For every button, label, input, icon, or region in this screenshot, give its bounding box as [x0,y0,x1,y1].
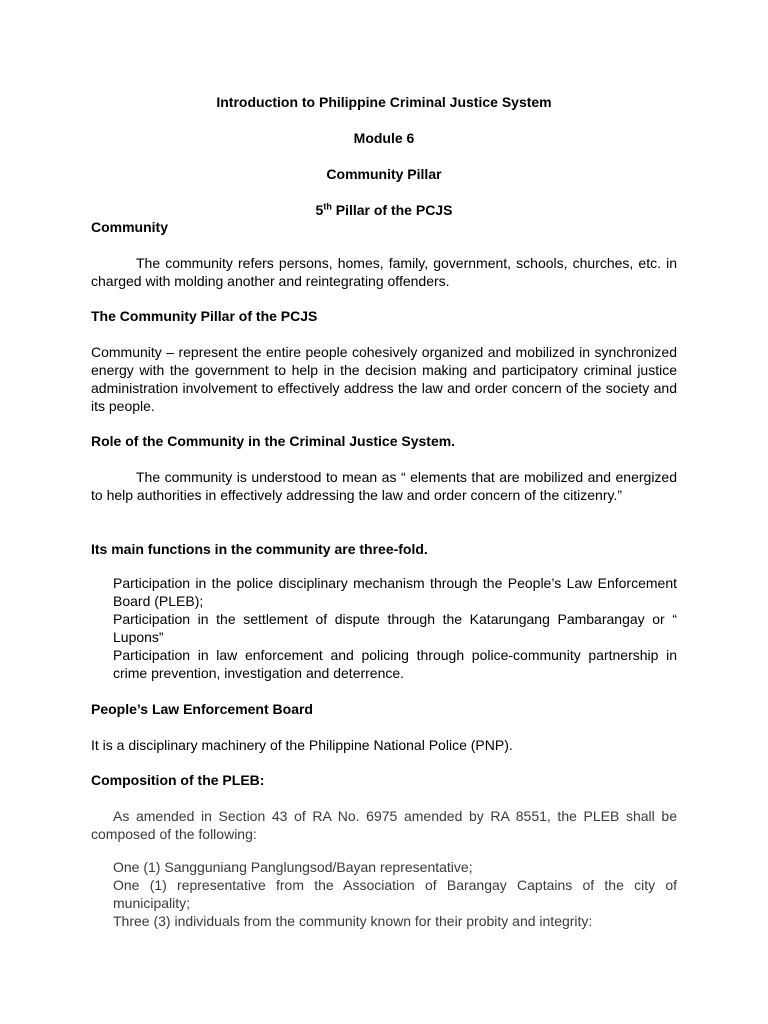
pleb-heading: People’s Law Enforcement Board [91,701,313,717]
pillar-number: 5 [315,202,324,218]
topic-title: Community Pillar [326,166,442,182]
list-item: Participation in law enforcement and policing through police-community partnership in crime prevention, investigation and deterrence. [113,647,677,681]
composition-list [113,858,677,930]
functions-heading: Its main functions in the community are three-fold. [91,541,428,557]
course-title: Introduction to Philippine Criminal Justice System [216,94,552,110]
role-heading: Role of the Community in the Criminal Justice System. [91,433,456,449]
community-body: The community refers persons, homes, family, government, schools, churches, etc. in charged with molding another and reintegrating offenders. [91,255,677,289]
module-title: Module 6 [353,130,415,146]
role-body: The community is understood to mean as “ elements that are mobilized and energized to help authorities in effectively addressing the law and order concern of the citizenry.” [91,469,677,503]
pillar-rest: Pillar of the PCJS [331,202,453,218]
list-item: Participation in the police disciplinary mechanism through the People’s Law Enforcement Board (PLEB); [113,575,677,609]
pleb-body: It is a disciplinary machinery of the Philippine National Police (PNP). [91,737,513,753]
list-item: Participation in the settlement of dispute through the Katarungang Pambarangay or “ Lupons” [113,611,677,645]
pillar-body: Community – represent the entire people cohesively organized and mobilized in synchronized energy with the government to help in the decision making and participatory criminal justice administration involvement to effectively address the law and order concern of the society and its people. [91,344,677,414]
list-item: One (1) Sangguniang Panglungsod/Bayan representative; [113,859,473,875]
pillar-suffix: th [323,201,332,212]
list-item: One (1) representative from the Association of Barangay Captains of the city of municipality; [113,877,677,911]
list-item: Three (3) individuals from the community known for their probity and integrity: [113,913,593,929]
pillar-heading: The Community Pillar of the PCJS [91,308,318,324]
functions-list [113,574,677,682]
composition-heading: Composition of the PLEB: [91,772,265,788]
composition-body: As amended in Section 43 of RA No. 6975 amended by RA 8551, the PLEB shall be composed of the following: [91,808,677,842]
pillar-title [91,201,677,219]
community-heading: Community [91,219,168,235]
document-page [91,0,677,1024]
